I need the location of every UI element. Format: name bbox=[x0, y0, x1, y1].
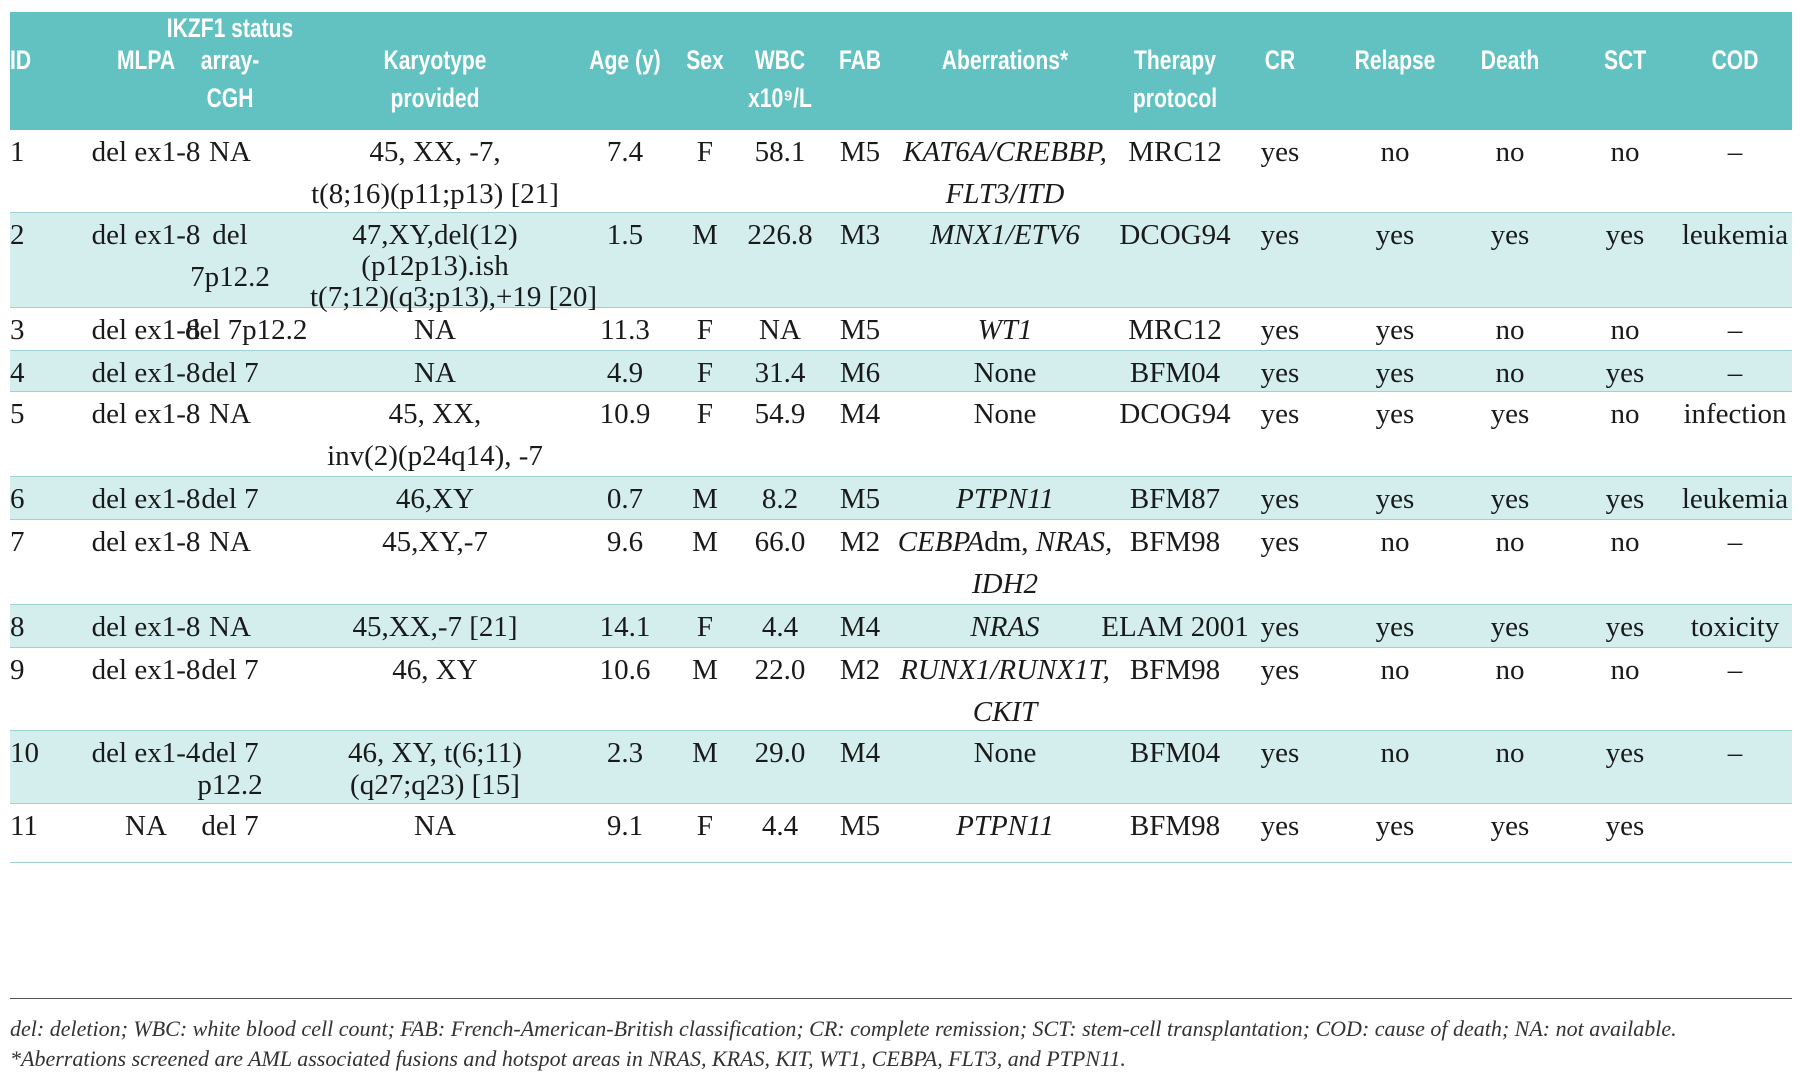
cell-wbc: 54.9 bbox=[754, 398, 806, 430]
cell-death: yes bbox=[1490, 810, 1530, 842]
cell-acgh: del 7 bbox=[201, 483, 259, 515]
cell-acgh: 7p12.2 bbox=[190, 261, 270, 293]
cell-sct: no bbox=[1610, 136, 1640, 168]
cell-wbc: NA bbox=[759, 314, 801, 346]
cell-relapse: no bbox=[1380, 526, 1410, 558]
header-cr: CR bbox=[1264, 45, 1296, 75]
cell-mlpa: del ex1-4 bbox=[91, 737, 201, 769]
cell-mlpa: del ex1-8 bbox=[91, 136, 201, 168]
cell-mlpa: del ex1-8 bbox=[91, 219, 201, 251]
header-aberrations: Aberrations* bbox=[941, 45, 1069, 75]
cell-cr: yes bbox=[1260, 483, 1300, 515]
table-row bbox=[10, 213, 1792, 313]
cell-aberrations: PTPN11 bbox=[956, 810, 1054, 842]
cell-therapy: BFM87 bbox=[1129, 483, 1221, 515]
cell-aberrations: PTPN11 bbox=[956, 483, 1054, 515]
cell-cod: – bbox=[1727, 737, 1743, 769]
cell-karyotype: 46,XY bbox=[395, 483, 475, 515]
cell-therapy: BFM98 bbox=[1129, 810, 1221, 842]
cell-sex: F bbox=[696, 611, 714, 643]
cell-aberrations: CEBPAdm, NRAS, bbox=[897, 526, 1113, 558]
cell-death: no bbox=[1495, 136, 1525, 168]
cell-sex: F bbox=[696, 810, 714, 842]
cell-cod: – bbox=[1727, 314, 1743, 346]
cell-relapse: yes bbox=[1375, 357, 1415, 389]
cell-mlpa: del ex1-8 bbox=[91, 526, 201, 558]
header-age: Age (y) bbox=[589, 45, 661, 75]
header-mlpa: MLPA bbox=[116, 45, 176, 75]
header-array-cgh-2: CGH bbox=[206, 83, 254, 113]
cell-death: yes bbox=[1490, 398, 1530, 430]
table-row bbox=[10, 308, 1792, 351]
cell-age: 9.1 bbox=[606, 810, 644, 842]
cell-id: 7 bbox=[10, 526, 25, 558]
cell-cod: toxicity bbox=[1690, 611, 1780, 643]
cell-relapse: yes bbox=[1375, 314, 1415, 346]
cell-fab: M4 bbox=[839, 737, 881, 769]
cell-cod: – bbox=[1727, 357, 1743, 389]
table-row bbox=[10, 477, 1792, 520]
cell-age: 10.9 bbox=[599, 398, 651, 430]
cell-id: 3 bbox=[10, 314, 25, 346]
cell-death: no bbox=[1495, 314, 1525, 346]
cell-cr: yes bbox=[1260, 526, 1300, 558]
cell-cr: yes bbox=[1260, 737, 1300, 769]
cell-therapy: BFM98 bbox=[1129, 526, 1221, 558]
cell-sct: yes bbox=[1605, 483, 1645, 515]
cell-sex: M bbox=[692, 654, 718, 686]
cell-fab: M4 bbox=[839, 398, 881, 430]
cell-wbc: 58.1 bbox=[754, 136, 806, 168]
cell-sex: M bbox=[692, 219, 718, 251]
cell-id: 4 bbox=[10, 357, 25, 389]
header-wbc-1: WBC bbox=[754, 45, 806, 75]
cell-karyotype: 47,XY,del(12) bbox=[352, 219, 518, 251]
table-row bbox=[10, 605, 1792, 648]
header-therapy-1: Therapy bbox=[1134, 45, 1216, 75]
header-ikzf1-status: IKZF1 status bbox=[166, 13, 294, 43]
cell-mlpa: NA bbox=[125, 810, 167, 842]
cell-relapse: no bbox=[1380, 737, 1410, 769]
header-karyotype-2: provided bbox=[390, 83, 480, 113]
header-id: ID bbox=[10, 45, 32, 75]
table-row bbox=[10, 648, 1792, 731]
cell-death: no bbox=[1495, 526, 1525, 558]
cell-sex: F bbox=[696, 398, 714, 430]
cell-acgh: del bbox=[212, 219, 248, 251]
cell-id: 10 bbox=[10, 737, 39, 769]
cell-relapse: yes bbox=[1375, 219, 1415, 251]
cell-aberrations: None bbox=[973, 737, 1037, 769]
cell-cod: leukemia bbox=[1681, 483, 1789, 515]
cell-aberrations: NRAS bbox=[970, 611, 1040, 643]
cell-age: 2.3 bbox=[606, 737, 644, 769]
cell-wbc: 226.8 bbox=[747, 219, 813, 251]
cell-sct: no bbox=[1610, 314, 1640, 346]
cell-wbc: 22.0 bbox=[754, 654, 806, 686]
cell-sex: F bbox=[696, 314, 714, 346]
cell-cr: yes bbox=[1260, 136, 1300, 168]
table-row bbox=[10, 351, 1792, 392]
cell-aberrations: FLT3/ITD bbox=[945, 178, 1065, 210]
cell-karyotype: 45,XX,-7 [21] bbox=[352, 611, 518, 643]
cell-relapse: yes bbox=[1375, 398, 1415, 430]
cell-sct: no bbox=[1610, 526, 1640, 558]
cell-death: yes bbox=[1490, 483, 1530, 515]
cell-acgh: del 7 bbox=[201, 737, 259, 769]
cell-karyotype: NA bbox=[414, 810, 456, 842]
cell-age: 1.5 bbox=[606, 219, 644, 251]
cell-fab: M5 bbox=[839, 483, 881, 515]
cell-therapy: BFM98 bbox=[1129, 654, 1221, 686]
cell-fab: M5 bbox=[839, 810, 881, 842]
header-therapy-2: protocol bbox=[1132, 83, 1218, 113]
cell-aberrations: RUNX1/RUNX1T, bbox=[900, 654, 1110, 686]
cell-aberrations: IDH2 bbox=[971, 568, 1039, 600]
cell-therapy: ELAM 2001 bbox=[1101, 611, 1249, 643]
cell-sct: yes bbox=[1605, 219, 1645, 251]
cell-id: 9 bbox=[10, 654, 25, 686]
cell-sct: no bbox=[1610, 654, 1640, 686]
footnote-abbreviations: del: deletion; WBC: white blood cell count; FAB: French-American-British classification; CR: complete remission; SCT: stem-cell transplantation; COD: cause of death; NA: not available. bbox=[10, 1016, 1677, 1041]
table-row bbox=[10, 731, 1792, 804]
cell-cod: – bbox=[1727, 526, 1743, 558]
cell-death: yes bbox=[1490, 611, 1530, 643]
cell-aberrations: None bbox=[973, 357, 1037, 389]
cell-sex: M bbox=[692, 526, 718, 558]
cell-sct: yes bbox=[1605, 737, 1645, 769]
table-row bbox=[10, 130, 1792, 213]
cell-mlpa: del ex1-8 bbox=[91, 314, 201, 346]
cell-karyotype: inv(2)(p24q14), -7 bbox=[327, 440, 543, 472]
cell-therapy: DCOG94 bbox=[1119, 398, 1231, 430]
cell-cr: yes bbox=[1260, 357, 1300, 389]
cell-fab: M2 bbox=[839, 526, 881, 558]
cell-sct: no bbox=[1610, 398, 1640, 430]
cell-age: 0.7 bbox=[606, 483, 644, 515]
cell-sct: yes bbox=[1605, 810, 1645, 842]
cell-age: 14.1 bbox=[599, 611, 651, 643]
table-footnotes bbox=[10, 1014, 1792, 1074]
cell-age: 4.9 bbox=[606, 357, 644, 389]
cell-id: 1 bbox=[10, 136, 25, 168]
cell-id: 11 bbox=[10, 810, 38, 842]
table-row bbox=[10, 392, 1792, 477]
cell-age: 11.3 bbox=[600, 314, 650, 346]
cell-acgh: del 7 bbox=[201, 654, 259, 686]
header-array-cgh-1: array- bbox=[200, 45, 260, 75]
cell-karyotype: t(7;12)(q3;p13),+19 [20] bbox=[310, 281, 597, 313]
cell-therapy: BFM04 bbox=[1129, 737, 1221, 769]
cell-mlpa: del ex1-8 bbox=[91, 611, 201, 643]
cell-age: 10.6 bbox=[599, 654, 651, 686]
cell-karyotype: 45, XX, bbox=[388, 398, 482, 430]
cell-cr: yes bbox=[1260, 654, 1300, 686]
cell-karyotype: (p12p13).ish bbox=[361, 250, 509, 282]
cell-sct: yes bbox=[1605, 611, 1645, 643]
cell-mlpa: del ex1-8 bbox=[91, 654, 201, 686]
cell-acgh: del 7 bbox=[201, 357, 259, 389]
cell-id: 8 bbox=[10, 611, 25, 643]
cell-death: yes bbox=[1490, 219, 1530, 251]
header-cod: COD bbox=[1711, 45, 1759, 75]
cell-karyotype: NA bbox=[414, 357, 456, 389]
cell-death: no bbox=[1495, 737, 1525, 769]
cell-fab: M4 bbox=[839, 611, 881, 643]
cell-aberrations: MNX1/ETV6 bbox=[930, 219, 1080, 251]
cell-wbc: 4.4 bbox=[761, 611, 799, 643]
cell-cr: yes bbox=[1260, 398, 1300, 430]
cell-therapy: MRC12 bbox=[1128, 314, 1222, 346]
cell-relapse: yes bbox=[1375, 810, 1415, 842]
cell-relapse: yes bbox=[1375, 483, 1415, 515]
cell-cr: yes bbox=[1260, 611, 1300, 643]
cell-fab: M2 bbox=[839, 654, 881, 686]
cell-karyotype: 46, XY, t(6;11) bbox=[348, 737, 522, 769]
header-sct: SCT bbox=[1603, 45, 1647, 75]
table-header bbox=[10, 12, 1792, 130]
footnote-aberrations: *Aberrations screened are AML associated fusions and hotspot areas in NRAS, KRAS, KIT, WT1, CEBPA, FLT3, and PTPN11. bbox=[10, 1046, 1126, 1071]
cell-id: 2 bbox=[10, 219, 25, 251]
cell-wbc: 29.0 bbox=[754, 737, 806, 769]
cell-aberrations: None bbox=[973, 398, 1037, 430]
cell-acgh: NA bbox=[209, 526, 251, 558]
cell-aberrations: CKIT bbox=[972, 696, 1038, 728]
header-death: Death bbox=[1480, 45, 1540, 75]
cell-fab: M5 bbox=[839, 314, 881, 346]
cell-wbc: 4.4 bbox=[761, 810, 799, 842]
cell-wbc: 8.2 bbox=[761, 483, 799, 515]
table-body bbox=[10, 130, 1792, 863]
cell-wbc: 31.4 bbox=[754, 357, 806, 389]
cell-cod: – bbox=[1727, 136, 1743, 168]
header-karyotype-1: Karyotype bbox=[383, 45, 487, 75]
header-wbc-2: x10⁹/L bbox=[748, 83, 812, 113]
table-row bbox=[10, 520, 1792, 605]
cell-sex: M bbox=[692, 737, 718, 769]
cell-aberrations: KAT6A/CREBBP, bbox=[903, 136, 1107, 168]
cell-cod: infection bbox=[1683, 398, 1787, 430]
cell-acgh: del 7p12.2 bbox=[185, 314, 308, 346]
cell-therapy: DCOG94 bbox=[1119, 219, 1231, 251]
cell-mlpa: del ex1-8 bbox=[91, 398, 201, 430]
cell-sex: F bbox=[696, 357, 714, 389]
cell-mlpa: del ex1-8 bbox=[91, 483, 201, 515]
cell-relapse: no bbox=[1380, 654, 1410, 686]
cell-fab: M6 bbox=[839, 357, 881, 389]
cell-wbc: 66.0 bbox=[754, 526, 806, 558]
header-fab: FAB bbox=[838, 45, 882, 75]
cell-relapse: yes bbox=[1375, 611, 1415, 643]
cell-karyotype: 45, XX, -7, bbox=[369, 136, 501, 168]
cell-acgh: p12.2 bbox=[197, 769, 263, 801]
cell-cr: yes bbox=[1260, 810, 1300, 842]
cell-age: 9.6 bbox=[606, 526, 644, 558]
cell-fab: M3 bbox=[839, 219, 881, 251]
cell-cr: yes bbox=[1260, 219, 1300, 251]
cell-karyotype: 45,XY,-7 bbox=[382, 526, 488, 558]
cell-death: no bbox=[1495, 357, 1525, 389]
cell-aberrations: WT1 bbox=[977, 314, 1033, 346]
cell-mlpa: del ex1-8 bbox=[91, 357, 201, 389]
cell-age: 7.4 bbox=[606, 136, 644, 168]
cell-id: 5 bbox=[10, 398, 25, 430]
header-sex: Sex bbox=[686, 45, 724, 75]
cell-karyotype: t(8;16)(p11;p13) [21] bbox=[311, 178, 559, 210]
cell-death: no bbox=[1495, 654, 1525, 686]
cell-therapy: BFM04 bbox=[1129, 357, 1221, 389]
cell-sct: yes bbox=[1605, 357, 1645, 389]
cell-acgh: del 7 bbox=[201, 810, 259, 842]
cell-sex: F bbox=[696, 136, 714, 168]
cell-acgh: NA bbox=[209, 398, 251, 430]
cell-acgh: NA bbox=[209, 611, 251, 643]
header-relapse: Relapse bbox=[1354, 45, 1436, 75]
cell-cr: yes bbox=[1260, 314, 1300, 346]
cell-karyotype: (q27;q23) [15] bbox=[350, 769, 520, 801]
cell-fab: M5 bbox=[839, 136, 881, 168]
cell-sex: M bbox=[692, 483, 718, 515]
cell-cod: leukemia bbox=[1681, 219, 1789, 251]
cell-cod: – bbox=[1727, 654, 1743, 686]
cell-id: 6 bbox=[10, 483, 25, 515]
cell-karyotype: 46, XY bbox=[392, 654, 478, 686]
table-row bbox=[10, 804, 1792, 863]
footnote-divider bbox=[10, 998, 1792, 999]
cell-therapy: MRC12 bbox=[1128, 136, 1222, 168]
cell-acgh: NA bbox=[209, 136, 251, 168]
cell-karyotype: NA bbox=[414, 314, 456, 346]
cell-relapse: no bbox=[1380, 136, 1410, 168]
